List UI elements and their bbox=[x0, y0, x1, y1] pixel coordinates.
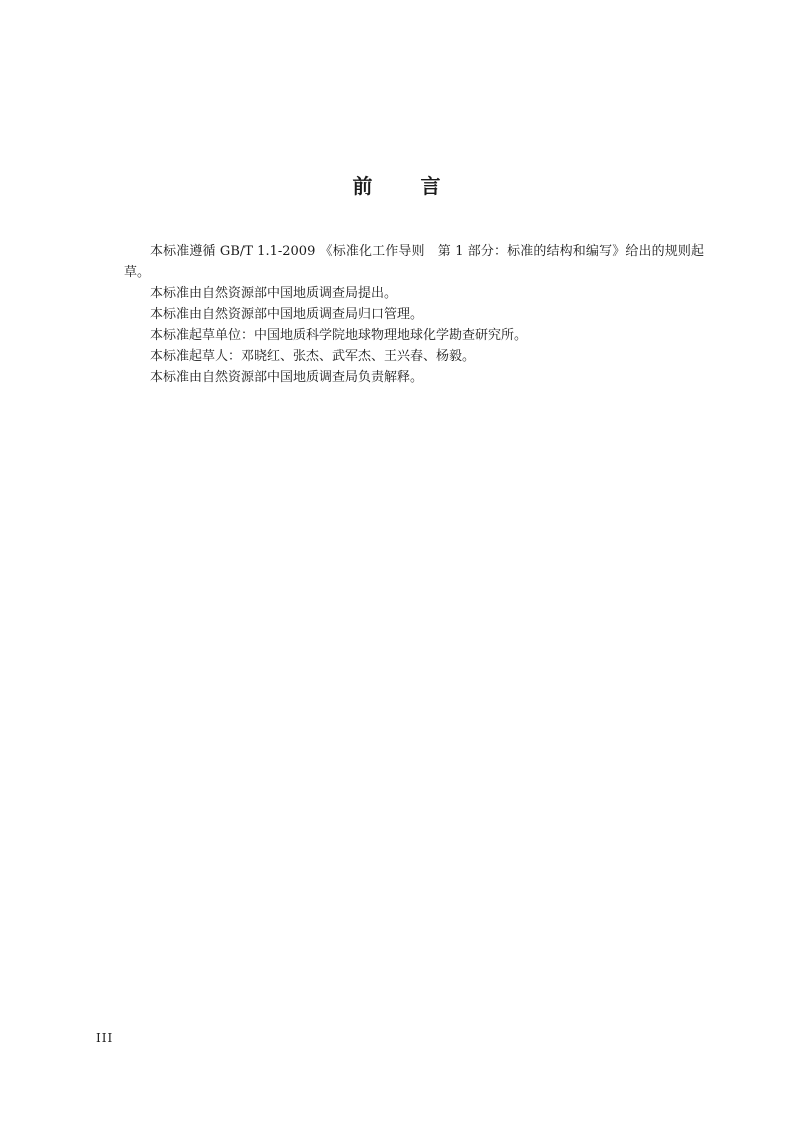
paragraph-standard-basis: 本标准遵循 GB/T 1.1-2009 《标准化工作导则 第 1 部分：标准的结构和编写》给出的规则起草。 bbox=[124, 244, 704, 280]
page-number: III bbox=[96, 1031, 114, 1045]
paragraph-interpretation: 本标准由自然资源部中国地质调查局负责解释。 bbox=[150, 370, 424, 385]
title-char-1: 前 bbox=[352, 174, 373, 198]
paragraph-drafting-unit: 本标准起草单位：中国地质科学院地球物理地球化学勘查研究所。 bbox=[150, 328, 528, 343]
paragraph-proposer: 本标准由自然资源部中国地质调查局提出。 bbox=[150, 286, 398, 301]
foreword-body bbox=[124, 241, 704, 388]
paragraph-management: 本标准由自然资源部中国地质调查局归口管理。 bbox=[150, 307, 424, 322]
paragraph-drafters: 本标准起草人：邓晓红、张杰、武军杰、王兴春、杨毅。 bbox=[150, 349, 476, 364]
page-title bbox=[0, 170, 793, 199]
title-char-2: 言 bbox=[420, 174, 441, 198]
